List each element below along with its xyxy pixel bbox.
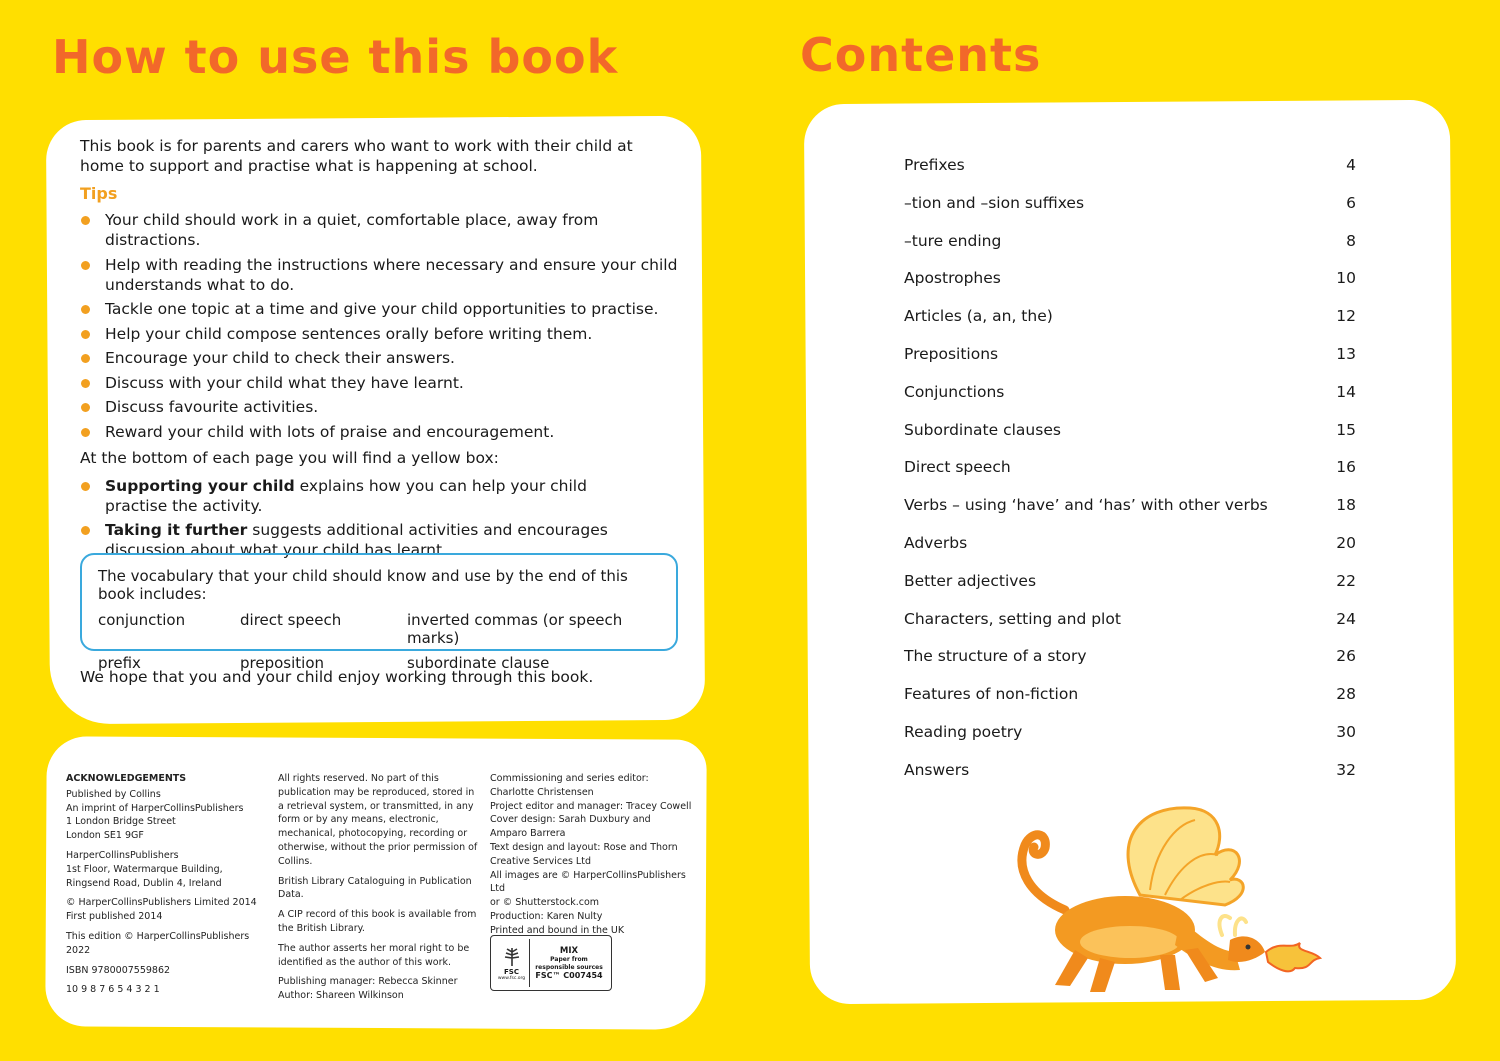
- contents-list: [904, 156, 1356, 799]
- contents-item[interactable]: The structure of a story 26: [904, 647, 1356, 666]
- tip-item: Tackle one topic at a time and give your child opportunities to practise.: [80, 299, 680, 319]
- edition-info: This edition © HarperCollinsPublishers 2022: [66, 930, 250, 956]
- contents-item[interactable]: Better adjectives 22: [904, 571, 1356, 590]
- bullet-icon: [81, 354, 90, 363]
- contents-item[interactable]: Prefixes 4: [904, 156, 1356, 174]
- contents-item[interactable]: Apostrophes 10: [904, 269, 1356, 288]
- cataloguing-text: British Library Cataloguing in Publication Data.: [278, 875, 472, 901]
- acknowledgements-column-2: [278, 772, 478, 1009]
- tip-item: Encourage your child to check their answers.: [80, 348, 680, 368]
- vocabulary-box: [80, 553, 678, 672]
- vocab-word: inverted commas (or speech marks): [407, 611, 623, 647]
- acknowledgements-column-3: [490, 772, 695, 944]
- yellow-box-list: [80, 476, 640, 561]
- tip-item: Discuss with your child what they have learnt.: [80, 373, 680, 393]
- fsc-logo: [490, 935, 612, 991]
- vocab-word: direct speech: [240, 611, 342, 629]
- cip-text: A CIP record of this book is available from the British Library.: [278, 909, 477, 934]
- bullet-icon: [81, 305, 90, 314]
- contents-item[interactable]: Conjunctions 14: [904, 382, 1356, 401]
- contents-item[interactable]: Prepositions 13: [904, 344, 1356, 363]
- bullet-icon: [81, 261, 90, 270]
- yellow-box-item: Supporting your child explains how you can help your child practise the activity.: [80, 476, 640, 516]
- dragon-illustration: [990, 800, 1330, 1000]
- contents-heading: Contents: [800, 28, 1042, 82]
- acknowledgements-column-1: [66, 772, 266, 1003]
- vocabulary-intro: The vocabulary that your child should know and use by the end of this book includes:: [98, 567, 628, 603]
- contents-item[interactable]: Adverbs 20: [904, 533, 1356, 552]
- contents-item[interactable]: Subordinate clauses 15: [904, 420, 1356, 439]
- intro-text: This book is for parents and carers who want to work with their child at home to support and practise what is happening at school.: [80, 137, 633, 175]
- vocab-word: preposition: [240, 654, 325, 672]
- publisher-info: Published by Collins An imprint of HarperCollinsPublishers 1 London Bridge Street London SE1 9GF: [66, 788, 244, 842]
- editorial-credits: Commissioning and series editor: Charlotte Christensen Project editor and manager: Tracey Cowell Cover design: Sarah Duxbury and Amparo Barrera Text design and layout: Rose and Thorn Creative Services Ltd All images are © HarperCollinsPublishers Ltd or © Shutterstock.com Production: Karen Nulty Printed and bound in the UK: [490, 773, 692, 936]
- contents-item[interactable]: –ture ending 8: [904, 231, 1356, 250]
- tips-list: [80, 210, 680, 442]
- contents-item[interactable]: Reading poetry 30: [904, 722, 1356, 741]
- tip-item: Help your child compose sentences orally before writing them.: [80, 324, 680, 344]
- bullet-icon: [81, 403, 90, 412]
- bullet-icon: [81, 482, 90, 491]
- vocabulary-grid: [98, 611, 660, 672]
- vocab-word: conjunction: [98, 611, 186, 629]
- how-to-use-heading: How to use this book: [52, 30, 619, 84]
- bullet-icon: [81, 379, 90, 388]
- bullet-icon: [81, 428, 90, 437]
- rights-text: All rights reserved. No part of this publication may be reproduced, stored in a retrieval system, or transmitted, in any form or by any means, electronic, mechanical, photocopying, recording or otherwise, without the prior permission of Collins.: [278, 773, 478, 867]
- contents-item[interactable]: Characters, setting and plot 24: [904, 609, 1356, 628]
- closing-text: We hope that you and your child enjoy working through this book.: [80, 668, 594, 686]
- credits-text: Publishing manager: Rebecca Skinner Author: Shareen Wilkinson: [278, 976, 458, 1002]
- moral-right-text: The author asserts her moral right to be identified as the author of this work.: [278, 942, 470, 968]
- yellow-box-intro: At the bottom of each page you will find a yellow box:: [80, 448, 499, 467]
- tip-item: Help with reading the instructions where necessary and ensure your child understands what to do.: [80, 255, 680, 295]
- fsc-tree-icon: FSC www.fsc.org: [494, 939, 530, 987]
- bullet-icon: [81, 526, 90, 535]
- fsc-text: MIX Paper from responsible sources FSC™ C007454: [535, 946, 603, 980]
- contents-item[interactable]: Answers 32: [904, 760, 1356, 779]
- print-line: 10 9 8 7 6 5 4 3 2 1: [66, 984, 160, 996]
- tips-label: Tips: [80, 184, 118, 203]
- contents-item[interactable]: Features of non-fiction 28: [904, 685, 1356, 704]
- contents-item[interactable]: Verbs – using ‘have’ and ‘has’ with other verbs 18: [904, 496, 1356, 515]
- vocab-word: subordinate clause: [407, 654, 550, 672]
- copyright-info: © HarperCollinsPublishers Limited 2014 First published 2014: [66, 897, 257, 923]
- acknowledgements-title: ACKNOWLEDGEMENTS: [66, 773, 187, 784]
- contents-item[interactable]: –tion and –sion suffixes 6: [904, 193, 1356, 212]
- bullet-icon: [81, 216, 90, 225]
- isbn: ISBN 9780007559862: [66, 964, 171, 976]
- tip-item: Reward your child with lots of praise and encouragement.: [80, 422, 680, 442]
- vocab-word: prefix: [98, 654, 141, 672]
- tip-item: Your child should work in a quiet, comfortable place, away from distractions.: [80, 210, 680, 250]
- tip-item: Discuss favourite activities.: [80, 397, 680, 417]
- how-to-use-body: [80, 136, 680, 565]
- contents-item[interactable]: Articles (a, an, the) 12: [904, 307, 1356, 326]
- yellow-box-item: Taking it further suggests additional activities and encourages discussion about what your child has learnt.: [80, 520, 640, 560]
- publisher-address: HarperCollinsPublishers 1st Floor, Watermarque Building, Ringsend Road, Dublin 4, Ireland: [66, 849, 223, 889]
- contents-item[interactable]: Direct speech 16: [904, 458, 1356, 477]
- bullet-icon: [81, 330, 90, 339]
